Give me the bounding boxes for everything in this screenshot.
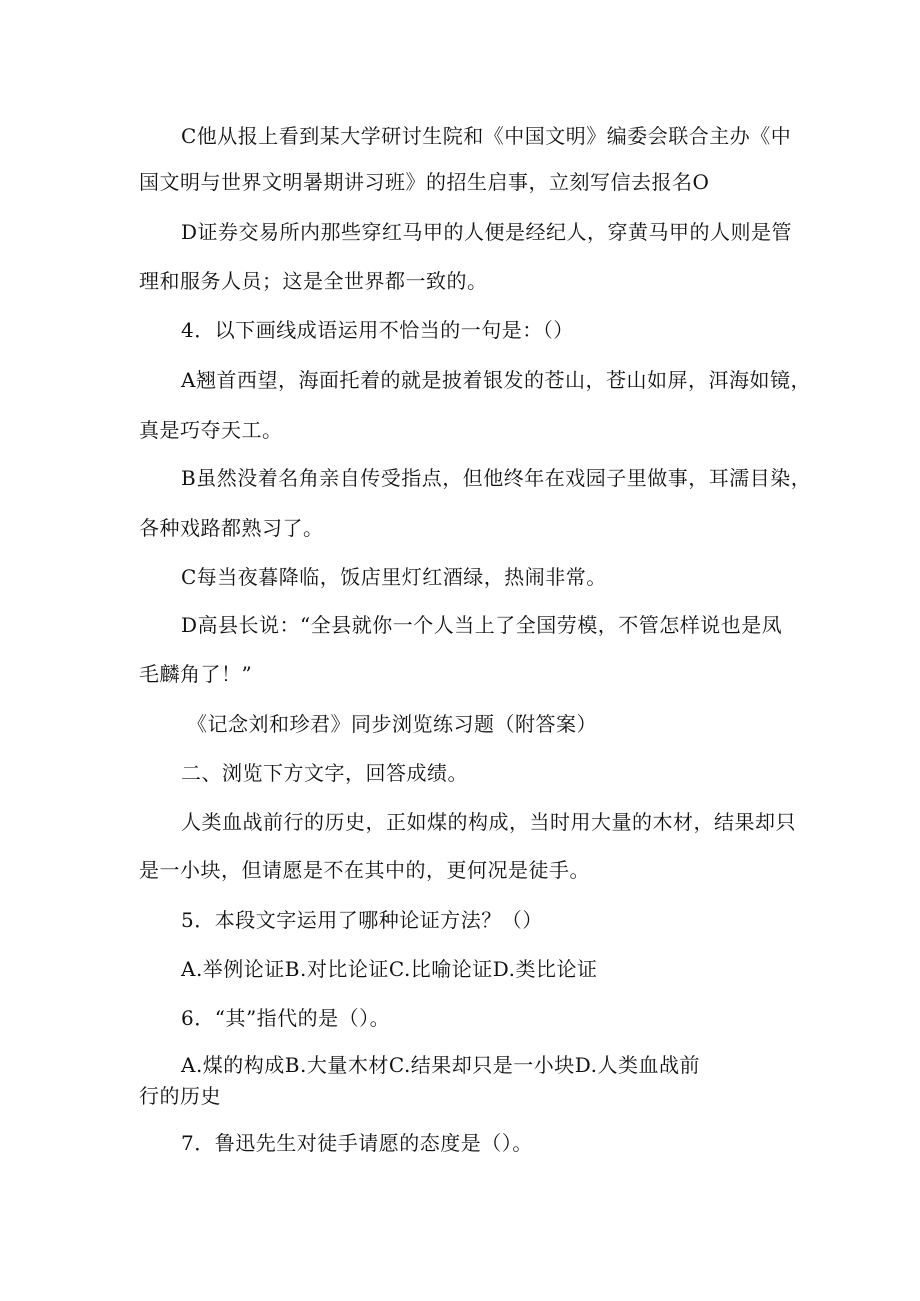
option-d-line-2: 理和服务人员；这是全世界都一致的。: [139, 269, 488, 293]
option-c-line-2: 国文明与世界文明暑期讲习班》的招生启事，立刻写信去报名O: [139, 170, 710, 194]
q6-options-line-1: A.煤的构成B.大量木材C.结果却只是一小块D.人类血战前: [181, 1053, 700, 1077]
q4-option-a-line-1: A翘首西望，海面托着的就是披着银发的苍山，苍山如屏，洱海如镜，: [181, 368, 811, 392]
q4-option-c: C每当夜暮降临，饭店里灯红酒绿，热闹非常。: [181, 565, 607, 589]
question-4: 4．以下画线成语运用不恰当的一句是：（）: [181, 318, 574, 342]
q4-option-d-line-2: 毛麟角了！”: [139, 662, 253, 686]
section-title: 《记念刘和珍君》同步浏览练习题（附答案）: [187, 712, 597, 736]
question-6: 6．“其”指代的是（）。: [181, 1006, 391, 1030]
question-7: 7．鲁迅先生对徒手请愿的态度是（）。: [181, 1131, 533, 1155]
q4-option-a-line-2: 真是巧夺天工。: [139, 418, 283, 442]
option-c-line-1: C他从报上看到某大学研讨生院和《中国文明》编委会联合主办《中: [181, 124, 792, 148]
passage-line-1: 人类血战前行的历史，正如煤的构成，当时用大量的木材，结果却只: [181, 810, 796, 834]
q6-options-line-2: 行的历史: [139, 1084, 221, 1108]
section-heading: 二、浏览下方文字，回答成绩。: [181, 761, 468, 785]
question-5: 5．本段文字运用了哪种论证方法？（）: [181, 908, 543, 932]
q5-options: A.举例论证B.对比论证C.比喻论证D.类比论证: [181, 957, 598, 981]
q4-option-d-line-1: D高县长说：“全县就你一个人当上了全国劳模，不管怎样说也是凤: [181, 613, 783, 637]
q4-option-b-line-2: 各种戏路都熟习了。: [139, 516, 324, 540]
q4-option-b-line-1: B虽然没着名角亲自传受指点，但他终年在戏园子里做事，耳濡目染，: [181, 466, 812, 490]
passage-line-2: 是一小块，但请愿是不在其中的，更何况是徒手。: [139, 858, 590, 882]
option-d-line-1: D证券交易所内那些穿红马甲的人便是经纪人，穿黄马甲的人则是管: [181, 220, 793, 244]
